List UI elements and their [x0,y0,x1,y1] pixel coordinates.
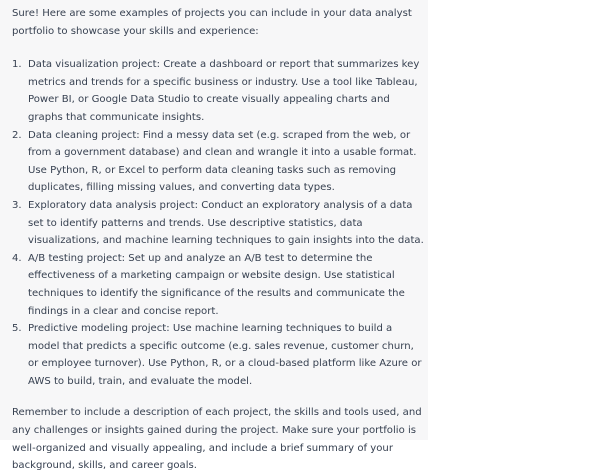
list-item [12,320,424,390]
list-item-number: 3. [12,199,22,211]
list-item-number: 5. [12,323,22,335]
list-item-text: Exploratory data analysis project: Conduct an exploratory analysis of a data set to identify patterns and trends. Use descriptive statistics, data visualizations, and machine learning techniques to gain insights into the data. [28,199,424,247]
message-outro: Remember to include a description of each project, the skills and tools used, and any challenges or insights gained during the project. Make sure your portfolio is well-organized and visually appealing, and include a brief summary of your background, skills, and career goals. [12,407,422,472]
project-list [12,56,424,390]
list-item-text: Predictive modeling project: Use machine learning techniques to build a model that predicts a specific outcome (e.g. sales revenue, customer churn, or employee turnover). Use Python, R, or a cloud-based platform like Azure or AWS to build, train, and evaluate the model. [28,323,422,387]
list-item [12,56,424,126]
list-item-text: A/B testing project: Set up and analyze an A/B test to determine the effectiveness of a marketing campaign or website design. Use statistical techniques to identify the significance of the results and communicate the findings in a clear and concise report. [28,252,405,317]
list-item-text: Data visualization project: Create a dashboard or report that summarizes key metrics and trends for a specific business or industry. Use a tool like Tableau, Power BI, or Google Data Studio to create visually appealing charts and graphs that communicate insights. [28,59,420,123]
list-item-number: 2. [12,129,22,141]
list-item-number: 1. [12,59,22,71]
list-item-text: Data cleaning project: Find a messy data set (e.g. scraped from the web, or from a government database) and clean and wrangle it into a usable format. Use Python, R, or Excel to perform data cleaning tasks such as removing duplicates, filling missing values, and converting data types. [28,129,417,194]
list-item [12,127,424,197]
list-item-number: 4. [12,252,22,264]
list-item [12,197,424,250]
message-intro: Sure! Here are some examples of projects you can include in your data analyst portfolio to showcase your skills and experience: [12,8,412,37]
list-item [12,250,424,320]
